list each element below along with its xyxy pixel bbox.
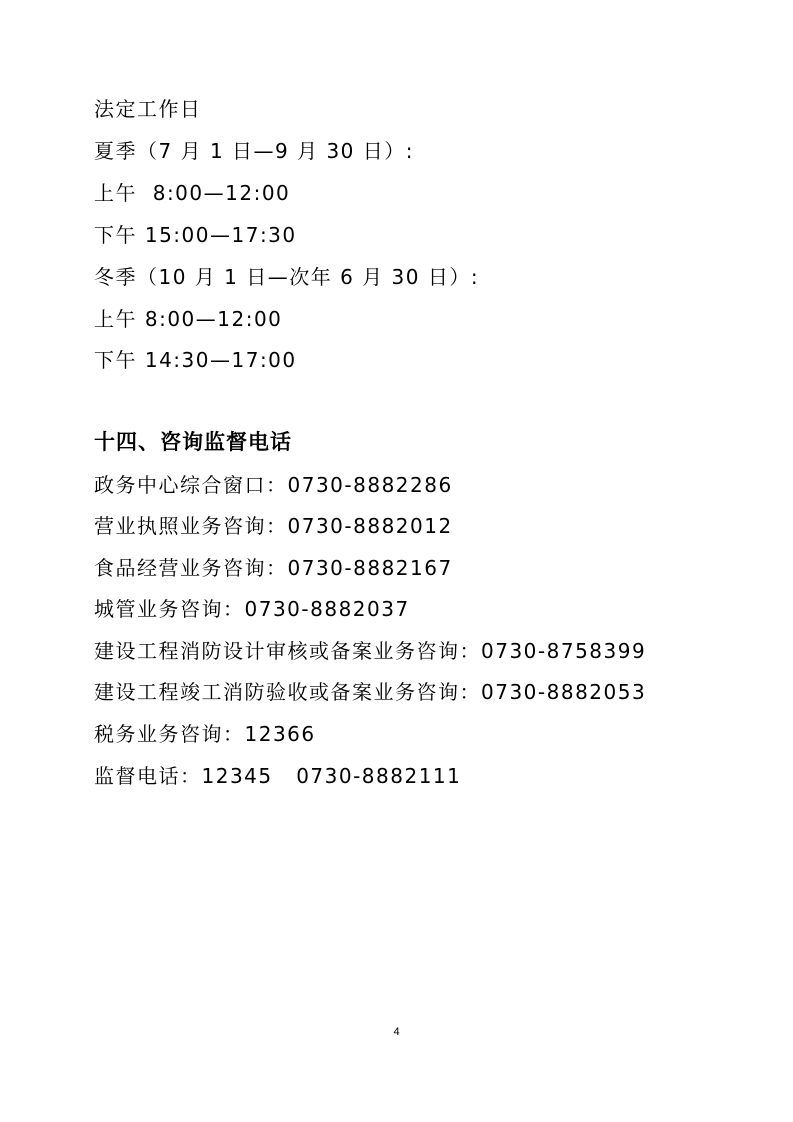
summer-afternoon-hours: 下午 15:00—17:30 [94,223,297,247]
workday-title: 法定工作日 [94,97,202,121]
contact-line: 食品经营业务咨询：0730-8882167 [94,556,453,580]
supervision-phone-line: 监督电话：12345 0730-8882111 [94,764,462,788]
summer-season-label: 夏季（7 月 1 日—9 月 30 日）: [94,139,415,163]
summer-morning-hours: 上午 8:00—12:00 [94,181,291,205]
contact-line: 政务中心综合窗口：0730-8882286 [94,473,453,497]
contact-line: 城管业务咨询：0730-8882037 [94,597,410,621]
winter-morning-hours: 上午 8:00—12:00 [94,307,283,331]
section-heading: 十四、咨询监督电话 [94,430,292,454]
page-number: 4 [393,1026,400,1038]
winter-season-label: 冬季（10 月 1 日—次年 6 月 30 日）: [94,265,480,289]
winter-afternoon-hours: 下午 14:30—17:00 [94,348,297,372]
contact-line: 建设工程消防设计审核或备案业务咨询：0730-8758399 [94,639,647,663]
contact-line: 营业执照业务咨询：0730-8882012 [94,514,453,538]
contact-line: 税务业务咨询：12366 [94,722,316,746]
contact-line: 建设工程竣工消防验收或备案业务咨询：0730-8882053 [94,680,647,704]
